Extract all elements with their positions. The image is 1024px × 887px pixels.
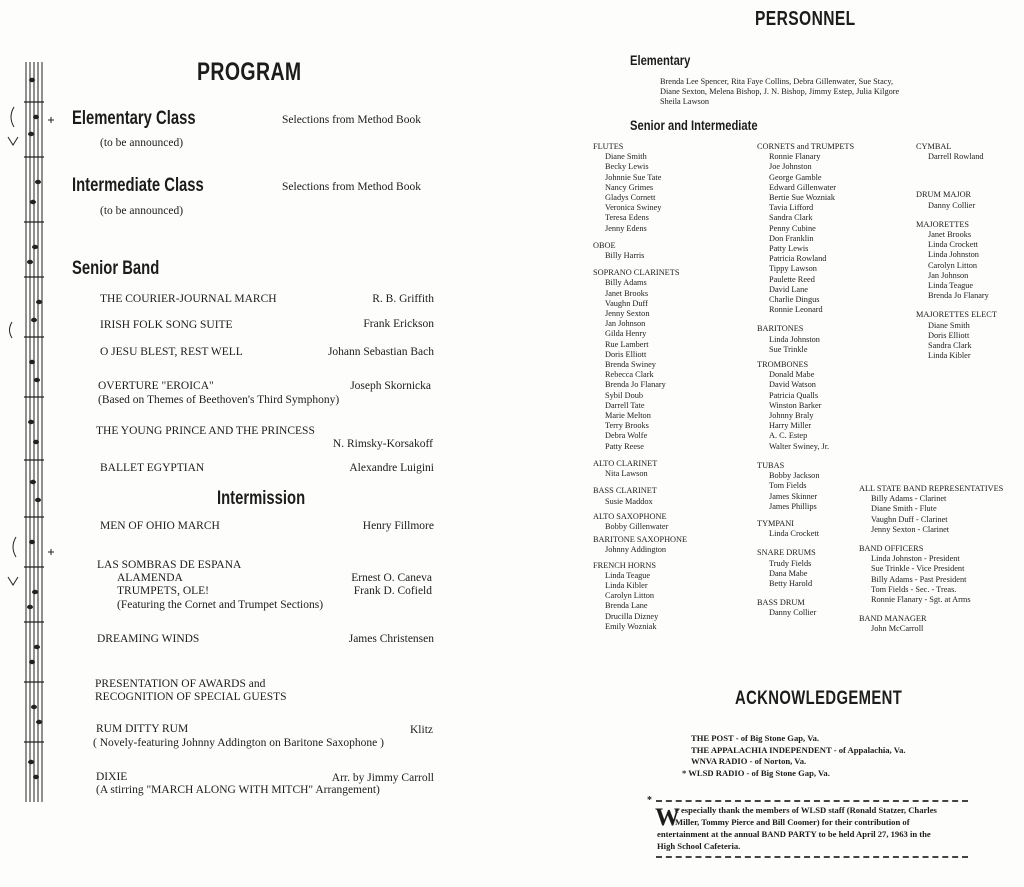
program-item-title: THE COURIER-JOURNAL MARCH (100, 293, 277, 305)
intermediate-note: (to be announced) (100, 205, 184, 217)
program-item-title: RUM DITTY RUM (96, 723, 189, 735)
divider-bottom (656, 856, 968, 858)
program-item-composer: Frank Erickson (363, 318, 434, 330)
program-item-composer: Arr. by Jimmy Carroll (331, 772, 434, 784)
music-staff-decoration (4, 62, 62, 802)
program-item-composer: R. B. Griffith (372, 293, 434, 305)
program-item-title: O JESU BLEST, REST WELL (100, 346, 243, 358)
personnel-column-1: FLUTES Diane Smith Becky Lewis Johnnie Sue Tate Nancy Grimes Gladys Cornett Veronica Swiney Teresa Edens Jenny Edens OBOE Billy Harris SOPRANO CLARINETS Billy Adams Janet Brooks Vaughn Duff Jenny Sexton Jan Johnson Gilda Henry Rue Lambert Doris Elliott Brenda Swiney Rebecca Clark Brenda Jo Flanary Sybil Doub Darrell Tate Marie Melton Terry Brooks Debra Wolfe Patty Reese ALTO CLARINET Nita Lawson BASS CLARINET Susie Maddox ALTO SAXOPHONE Bobby Gillenwater BARITONE SAXOPHONE Johnny Addington FRENCH HORNS Linda Teague Linda Kibler Carolyn Litton Brenda Lane Drucilla Dizney Emily Wozniak (593, 142, 688, 631)
program-item-title: LAS SOMBRAS DE ESPANA (97, 559, 242, 571)
program-item-title: THE YOUNG PRINCE AND THE PRINCESS (96, 425, 315, 437)
program-item-note: (A stirring "MARCH ALONG WITH MITCH" Arrangement) (96, 784, 380, 796)
program-item-note: ( Novely-featuring Johnny Addington on Baritone Saxophone ) (93, 737, 384, 749)
senior-intermediate-heading: Senior and Intermediate (630, 117, 758, 133)
elementary-heading: Elementary (630, 52, 691, 68)
acknowledgement-title: ACKNOWLEDGEMENT (735, 688, 903, 709)
program-item-composer: James Christensen (348, 633, 434, 645)
section-heading: OBOE (593, 240, 616, 250)
thanks-line: entertainment at the annual BAND PARTY to be held April 27, 1963 in the (657, 829, 931, 839)
section-heading: CYMBAL (916, 142, 952, 151)
section-heading: FRENCH HORNS (593, 560, 656, 570)
program-item-composer: Johann Sebastian Bach (327, 346, 434, 358)
asterisk-marker: * (647, 795, 652, 806)
section-heading: BASS DRUM (757, 598, 805, 608)
section-heading: FLUTES (593, 142, 624, 151)
elementary-piece: Selections from Method Book (282, 114, 421, 126)
section-heading: CORNETS and TRUMPETS (757, 142, 855, 151)
section-heading: TYMPANI (757, 518, 795, 528)
program-item-composer: N. Rimsky-Korsakoff (332, 438, 433, 450)
intermediate-class-heading: Intermediate Class (72, 175, 204, 196)
program-item-title: TRUMPETS, OLE! (117, 585, 209, 597)
section-heading: ALL STATE BAND REPRESENTATIVES (859, 484, 1004, 493)
section-heading: BASS CLARINET (593, 486, 657, 496)
thanks-line: e especially thank the members of WLSD staff (Ronald Statzer, Charles (675, 805, 937, 815)
section-heading: BARITONE SAXOPHONE (593, 535, 688, 545)
section-heading: DRUM MAJOR (916, 190, 972, 200)
personnel-column-3: CYMBAL Darrell Rowland DRUM MAJOR Danny Collier MAJORETTES Janet Brooks Linda Crockett Linda Johnston Carolyn Litton Jan Johnson Linda Teague Brenda Jo Flanary MAJORETTES ELECT Diane Smith Doris Elliott Sandra Clark Linda Kibler (916, 142, 997, 361)
section-heading: TROMBONES (757, 360, 809, 370)
program-item-title: MEN OF OHIO MARCH (100, 520, 220, 532)
elementary-note: (to be announced) (100, 137, 184, 149)
program-item-title: OVERTURE "EROICA" (98, 380, 214, 392)
all-state-representatives: ALL STATE BAND REPRESENTATIVES Billy Adams - Clarinet Diane Smith - Flute Vaughn Duff - Clarinet Jenny Sexton - Clarinet BAND OFFICERS Linda Johnston - President Sue Trinkle - Vice President Billy Adams - Past President Tom Fields - Sec. - Treas. Ronnie Flanary - Sgt. at Arms BAND MANAGER John McCarroll (859, 484, 1004, 634)
thanks-line: High School Cafeteria. (657, 841, 741, 851)
section-heading: BAND OFFICERS (859, 544, 924, 554)
personnel-title: PERSONNEL (755, 8, 856, 30)
senior-band-heading: Senior Band (72, 258, 160, 279)
section-heading: MAJORETTES (916, 219, 970, 229)
section-heading: SNARE DRUMS (757, 548, 816, 558)
section-heading: MAJORETTES ELECT (916, 310, 997, 320)
intermediate-piece: Selections from Method Book (282, 181, 421, 193)
acknowledgement-list: THE POST - of Big Stone Gap, Va. THE APPALACHIA INDEPENDENT - of Appalachia, Va. WNVA RADIO - of Norton, Va. * WLSD RADIO - of Big Stone Gap, Va. (682, 733, 906, 778)
section-heading: TUBAS (757, 460, 785, 470)
program-item-note: (Featuring the Cornet and Trumpet Sections) (117, 599, 324, 611)
program-item-title: ALAMENDA (117, 572, 183, 584)
elementary-class-heading: Elementary Class (72, 108, 196, 129)
section-heading: BARITONES (757, 324, 804, 334)
program-item-title: RECOGNITION OF SPECIAL GUESTS (95, 691, 287, 703)
program-item-title: IRISH FOLK SONG SUITE (100, 319, 233, 331)
program-item-title: DIXIE (96, 771, 128, 783)
section-heading: SOPRANO CLARINETS (593, 268, 680, 278)
divider-top (656, 800, 968, 802)
personnel-column-2: CORNETS and TRUMPETS Ronnie Flanary Joe Johnston George Gamble Edward Gillenwater Bertie Sue Wozniak Tavia Lifford Sandra Clark Penny Cubine Don Franklin Patty Lewis Patricia Rowland Tippy Lawson Paulette Reed David Lane Charlie Dingus Ronnie Leonard BARITONES Linda Johnston Sue Trinkle TROMBONES Donald Mabe David Watson Patricia Qualls Winston Barker Johnny Braly Harry Miller A. C. Estep Walter Swiney, Jr. TUBAS Bobby Jackson Tom Fields James Skinner James Phillips TYMPANI Linda Crockett SNARE DRUMS Trudy Fields Dana Mabe Betty Harold BASS DRUM Danny Collier (757, 142, 855, 618)
drop-cap: W (655, 804, 680, 831)
section-heading: ALTO CLARINET (593, 458, 658, 468)
intermission-heading: Intermission (217, 488, 306, 509)
program-item-composer: Klitz (410, 724, 433, 736)
elementary-names: Brenda Lee Spencer, Rita Faye Collins, Debra Gillenwater, Sue Stacy, Diane Sexton, Melena Bishop, J. N. Bishop, Jimmy Estep, Julia Kilgore Sheila Lawson (660, 77, 900, 107)
program-item-composer: Ernest O. Caneva (351, 572, 432, 584)
thanks-line: Miller, Tommy Pierce and Bill Coomer) for their contribution of (675, 817, 910, 827)
program-item-title: DREAMING WINDS (97, 633, 200, 645)
program-title: PROGRAM (197, 58, 302, 86)
program-item-title: BALLET EGYPTIAN (100, 462, 205, 474)
program-item-title: PRESENTATION OF AWARDS and (95, 678, 266, 690)
program-item-composer: Alexandre Luigini (349, 462, 434, 474)
program-item-note: (Based on Themes of Beethoven's Third Symphony) (98, 394, 340, 406)
section-heading: ALTO SAXOPHONE (593, 511, 667, 521)
section-heading: BAND MANAGER (859, 614, 927, 624)
program-item-composer: Frank D. Cofield (353, 585, 432, 597)
program-item-composer: Henry Fillmore (362, 520, 434, 532)
program-item-composer: Joseph Skornicka (350, 380, 431, 392)
